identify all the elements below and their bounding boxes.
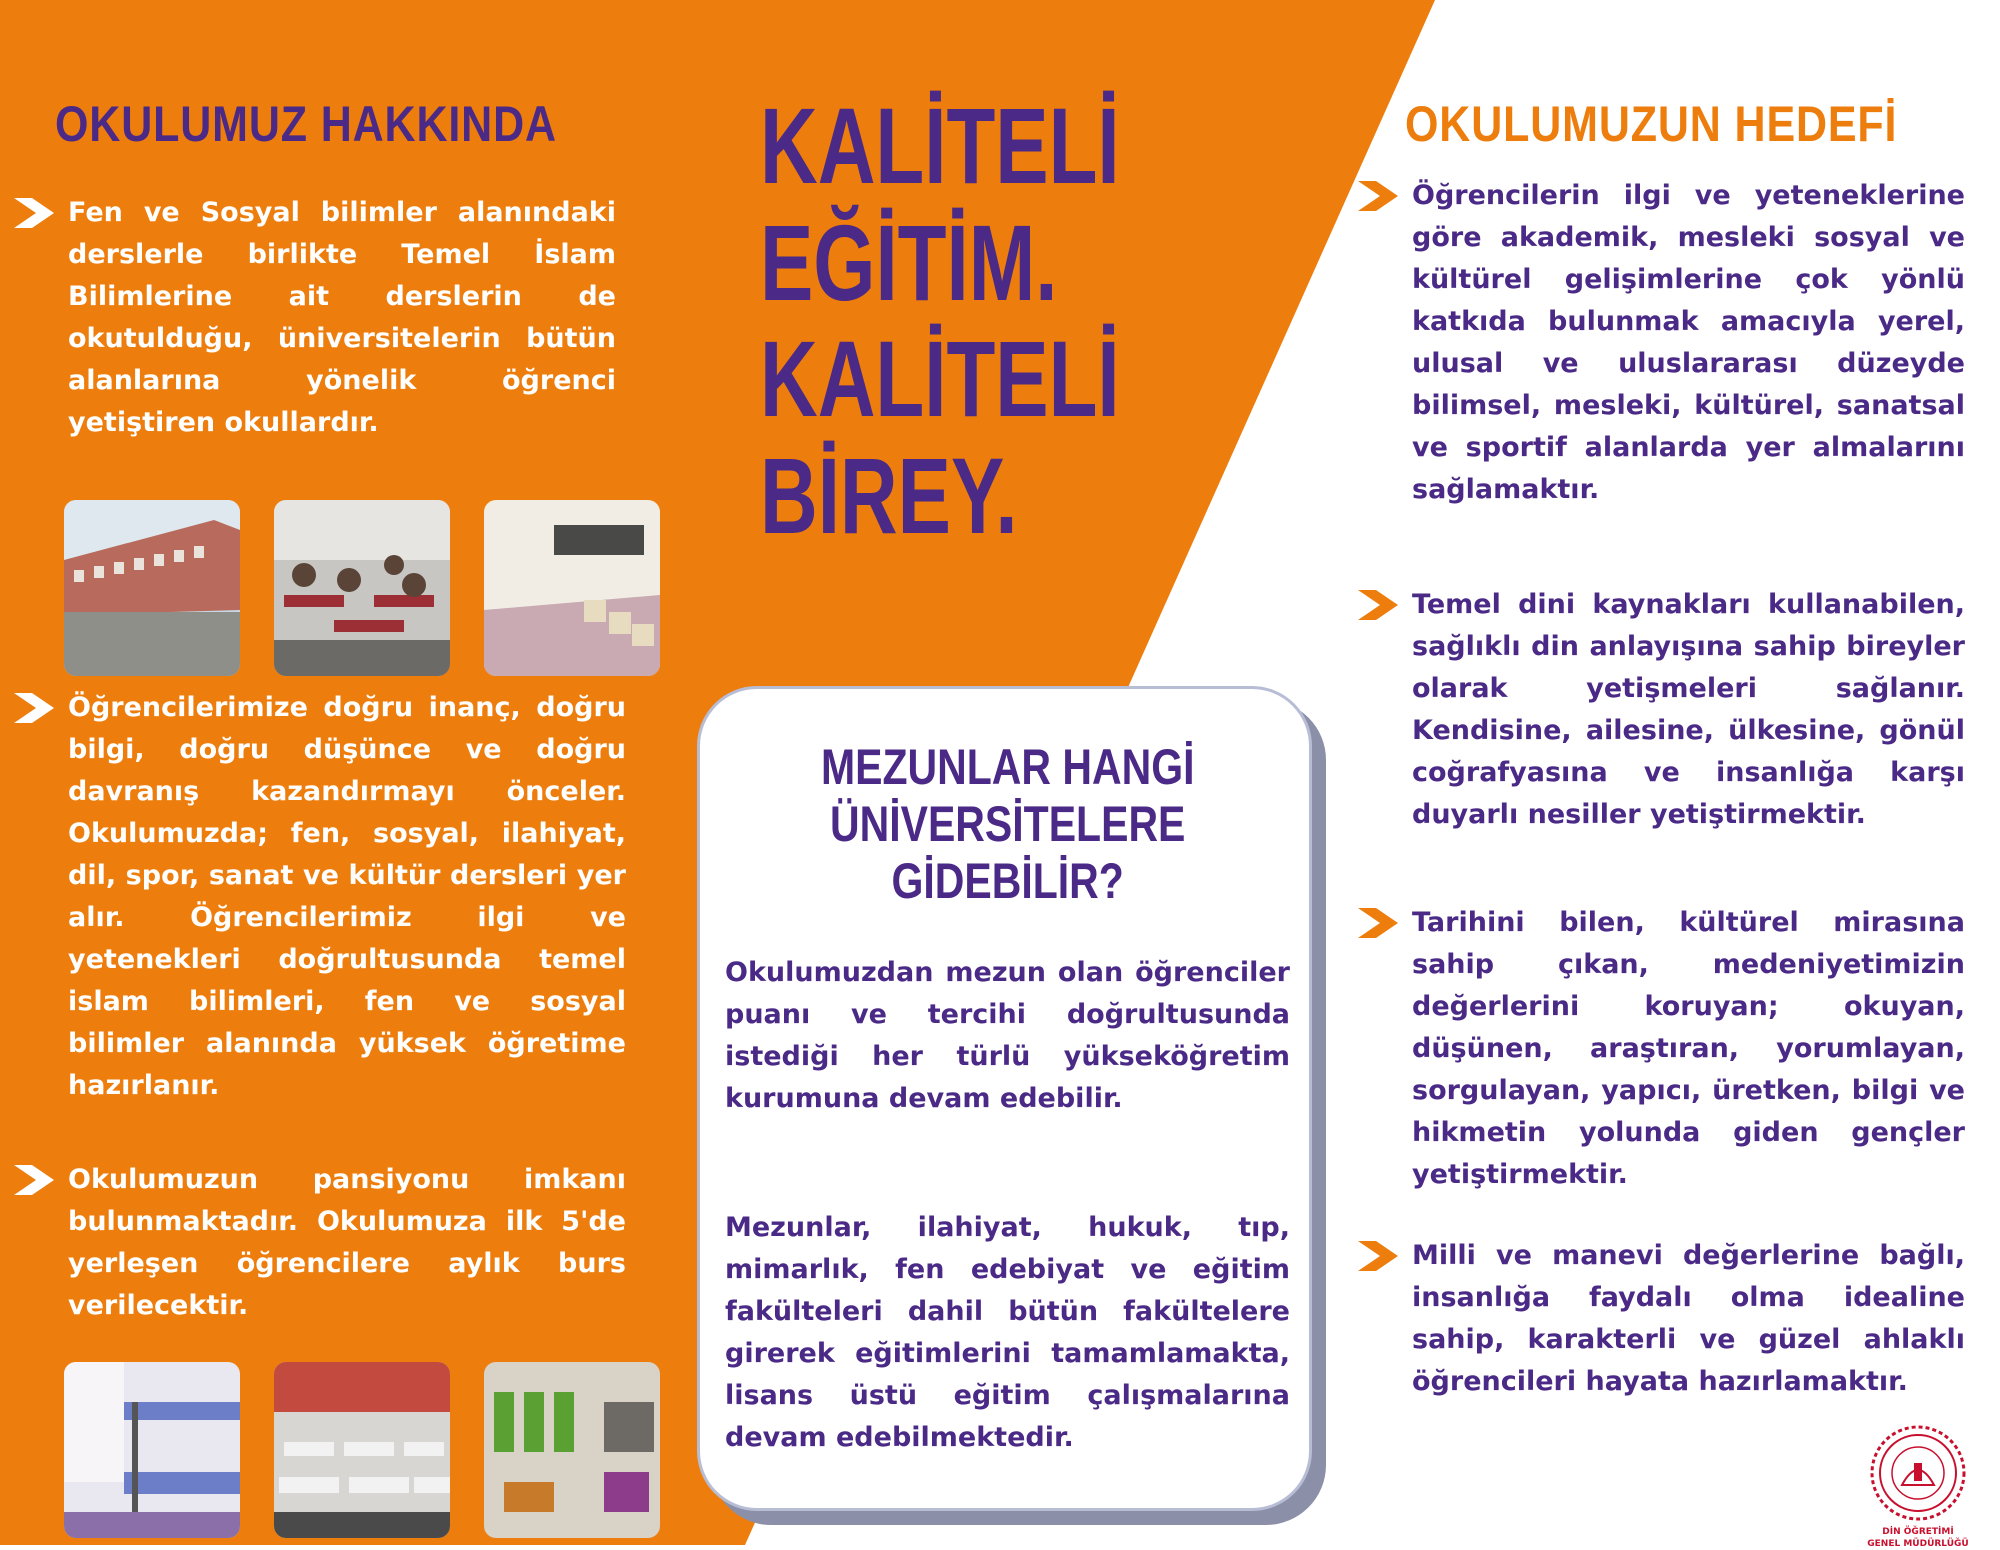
library-lounge-photo xyxy=(484,1362,660,1538)
logo-caption-line-1: DİN ÖĞRETİMİ xyxy=(1882,1527,1954,1537)
right-bullet-4: Milli ve manevi değerlerine bağlı, insanlığa faydalı olma idealine sahip, karakterli ve güzel ahlaklı öğrencileri hayata hazırlamaktır. xyxy=(1412,1240,1965,1397)
card-paragraph-1: Okulumuzdan mezun olan öğrenciler puanı ve tercihi doğrultusunda istediği her türlü yükseköğretim kurumuna devam edebilir. xyxy=(725,957,1290,1114)
school-building-photo xyxy=(64,500,240,676)
card-title-line-2: ÜNİVERSİTELERE xyxy=(829,796,1186,852)
chevron-right-icon xyxy=(1358,590,1398,620)
left-heading: OKULUMUZ HAKKINDA xyxy=(55,96,557,152)
chevron-right-icon xyxy=(1358,181,1398,211)
slogan-line-3: KALİTELİ xyxy=(760,318,1120,440)
logo-caption-line-2: GENEL MÜDÜRLÜĞÜ xyxy=(1867,1539,1969,1549)
chevron-right-icon xyxy=(14,693,54,723)
left-bullet-1: Fen ve Sosyal bilimler alanındaki derslerle birlikte Temel İslam Bilimlerine ait derslerin de okutulduğu, üniversitelerin bütün alanlarına yönelik öğrenci yetiştiren okullardır. xyxy=(68,197,616,438)
left-bullet-2: Öğrencilerimize doğru inanç, doğru bilgi, doğru düşünce ve doğru davranış kazandırmayı önceler. Okulumuzda; fen, sosyal, ilahiyat, dil, spor, sanat ve kültür dersleri yer alır. Öğrencilerimiz ilgi ve yetenekleri doğrultusunda temel islam bilimleri, fen ve sosyal bilimler alanında yüksek öğretime hazırlanır. xyxy=(68,692,626,1101)
right-bullet-3: Tarihini bilen, kültürel mirasına sahip çıkan, medeniyetimizin değerlerini koruyan; okuyan, düşünen, araştıran, yorumlayan, sorgulayan, yapıcı, üretken, bilgi ve hikmetin yolunda giden gençler yetiştirmektir. xyxy=(1412,907,1965,1190)
chevron-right-icon xyxy=(14,198,54,228)
chevron-right-icon xyxy=(1358,1241,1398,1271)
right-heading: OKULUMUZUN HEDEFİ xyxy=(1405,96,1898,152)
slogan-line-4: BİREY. xyxy=(760,434,1018,556)
card-title-line-3: GİDEBİLİR? xyxy=(891,853,1124,909)
chevron-right-icon xyxy=(14,1165,54,1195)
slogan xyxy=(760,85,1120,556)
right-bullet-2: Temel dini kaynakları kullanabilen, sağlıklı din anlayışına sahip bireyler olarak yetişmeleri sağlanır. Kendisine, ailesine, ülkesine, gönül coğrafyasına ve insanlığa karşı duyarlı nesiller yetiştirmektir. xyxy=(1412,589,1965,830)
graduates-card xyxy=(697,686,1312,1511)
slogan-line-2: EĞİTİM. xyxy=(760,201,1058,323)
card-title-line-1: MEZUNLAR HANGİ xyxy=(820,739,1195,795)
classroom-photo xyxy=(274,500,450,676)
slogan-line-1: KALİTELİ xyxy=(760,85,1120,206)
left-bullet-3: Okulumuzun pansiyonu imkanı bulunmaktadır. Okulumuza ilk 5'de yerleşen öğrencilere aylık burs verilecektir. xyxy=(68,1164,626,1321)
dormitory-photo xyxy=(64,1362,240,1538)
right-bullet-1: Öğrencilerin ilgi ve yeteneklerine göre akademik, mesleki sosyal ve kültürel gelişimlerine çok yönlü katkıda bulunmak amacıyla yerel, ulusal ve uluslararası düzeyde bilimsel, mesleki, kültürel, sanatsal ve sportif alanlarda yer almalarını sağlamaktır. xyxy=(1412,180,1965,505)
prayer-room-photo xyxy=(484,500,660,676)
card-paragraph-2: Mezunlar, ilahiyat, hukuk, tıp, mimarlık, fen edebiyat ve eğitim fakülteleri dahil bütün fakültelere girerek eğitimlerini tamamlamakta, lisans üstü eğitim çalışmalarına devam edebilmektedir. xyxy=(725,1212,1290,1453)
chevron-right-icon xyxy=(1358,908,1398,938)
card-title xyxy=(710,739,1305,910)
logo-caption xyxy=(1835,1526,2000,1550)
dining-hall-photo xyxy=(274,1362,450,1538)
ministry-seal-logo xyxy=(1870,1425,1966,1521)
